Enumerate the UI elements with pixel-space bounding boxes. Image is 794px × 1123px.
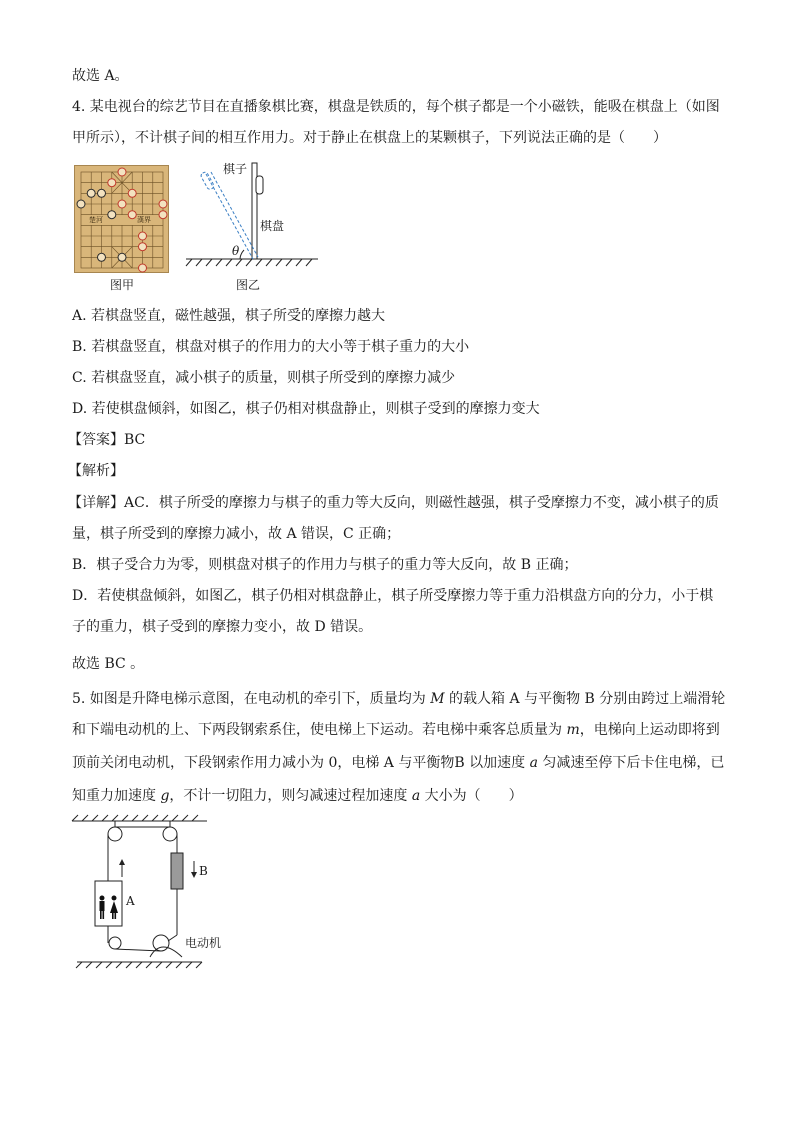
detail-line-5: 子的重力，棋子受到的摩擦力变小，故 D 错误。 [72,619,373,635]
chessboard-label: 棋盘 [260,219,285,233]
option-c: C. 若棋盘竖直，减小棋子的质量，则棋子所受到的摩擦力减少 [72,370,456,386]
detail-line-3: B．棋子受合力为零，则棋盘对棋子的作用力与棋子的重力等大反向，故 B 正确； [72,557,578,573]
question-5-line-1: 5. 如图是升降电梯示意图，在电动机的牵引下，质量均为 M 的载人箱 A 与平衡物 B 分别由跨过上端滑轮 [72,691,726,707]
detail-line-4: D．若使棋盘倾斜，如图乙，棋子仍相对棋盘静止，棋子所受摩擦力等于重力沿棋盘方向的分力，小于棋 [72,588,714,604]
figure-yi-label: 图乙 [236,278,261,292]
question-4-line-1: 4. 某电视台的综艺节目在直播象棋比赛，棋盘是铁质的，每个棋子都是一个小磁铁，能吸在棋盘上（如图 [72,99,720,115]
option-b: B. 若棋盘竖直，棋盘对棋子的作用力的大小等于棋子重力的大小 [72,339,470,355]
analysis-heading: 【解析】 [68,463,124,479]
question-5-line-4: 知重力加速度 g，不计一切阻力，则匀减速过程加速度 a 大小为（ ） [72,788,523,804]
question-4-line-2: 甲所示），不计棋子间的相互作用力。对于静止在棋盘上的某颗棋子，下列说法正确的是（ ） [72,130,667,146]
figure-jia-label: 图甲 [110,278,135,292]
river-text-right: 漢界 [137,216,151,224]
river-text-left: 楚河 [89,216,103,224]
chess-piece-label: 棋子 [223,162,248,176]
detail-line-1: 【详解】AC．棋子所受的摩擦力与棋子的重力等大反向，则磁性越强，棋子受摩擦力不变，减小棋子的质 [68,495,719,511]
angle-theta-label: θ [232,244,240,258]
chessboard-figure [74,165,169,273]
text-line: 故选 A。 [72,68,129,84]
question-5-line-2: 和下端电动机的上、下两段钢索系住，使电梯上下运动。若电梯中乘客总质量为 m，电梯向上运动即将到 [72,722,720,738]
counterweight-b-label: B [199,864,208,878]
tilted-board-figure [186,158,326,268]
conclusion-line: 故选 BC 。 [72,656,145,672]
option-d: D. 若使棋盘倾斜，如图乙，棋子仍相对棋盘静止，则棋子受到的摩擦力变大 [72,401,540,417]
question-5-line-3: 顶前关闭电动机，下段钢索作用力减小为 0，电梯 A 与平衡物B 以加速度 a 匀减速至停下后卡住电梯，已 [72,755,725,771]
detail-line-2: 量，棋子所受到的摩擦力减小，故 A 错误，C 正确； [72,526,401,542]
option-a: A. 若棋盘竖直，磁性越强，棋子所受的摩擦力越大 [72,308,386,324]
answer-line: 【答案】BC [68,432,146,448]
box-a-label: A [126,894,135,908]
motor-label: 电动机 [185,936,222,950]
